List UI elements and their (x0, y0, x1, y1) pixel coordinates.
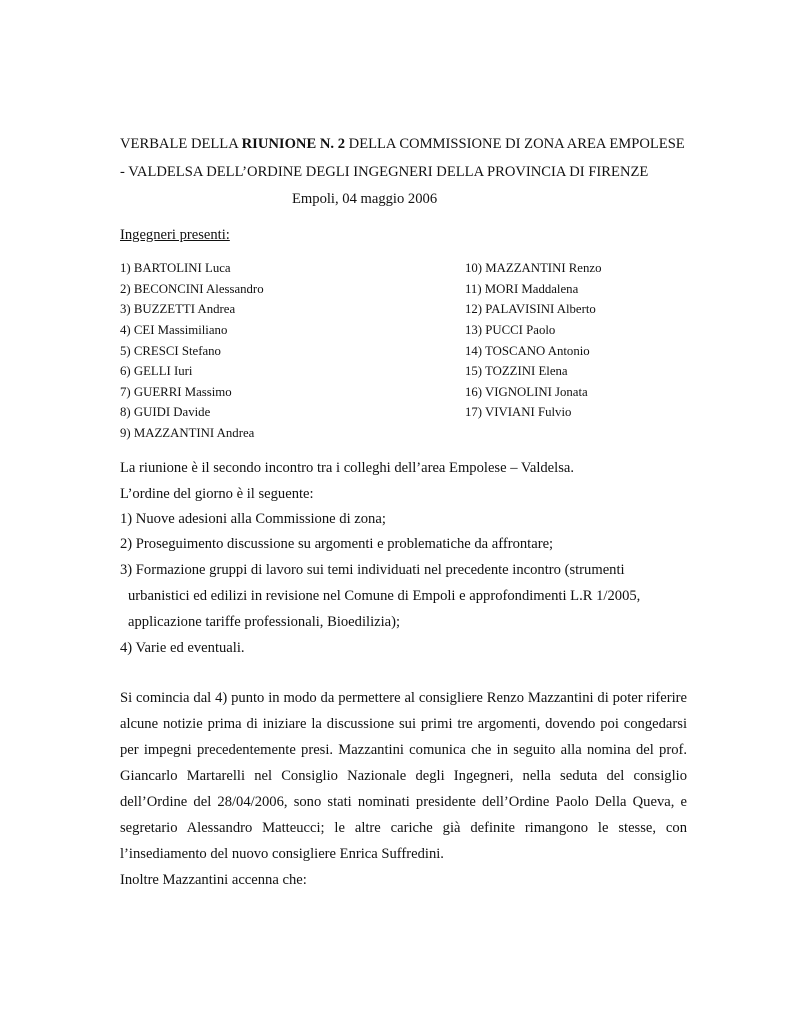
agenda-item: 3) Formazione gruppi di lavoro sui temi individuati nel precedente incontro (strumenti (120, 562, 625, 578)
attendee-item: 8) GUIDI Davide (120, 405, 211, 419)
paragraph-line: segretario Alessandro Matteucci; le altre cariche già definite rimangono le stesse, con (120, 820, 687, 836)
paragraph-line: per impegni precedentemente presi. Mazzantini comunica che in seguito alla nomina del prof. (120, 742, 687, 758)
attendee-item: 17) VIVIANI Fulvio (465, 405, 572, 419)
title-line-2: - VALDELSA DELL’ORDINE DEGLI INGEGNERI DELLA PROVINCIA DI FIRENZE (120, 164, 649, 180)
closing-line: Inoltre Mazzantini accenna che: (120, 872, 307, 888)
paragraph-line: l’insediamento del nuovo consigliere Enrica Suffredini. (120, 846, 444, 862)
agenda-item: 1) Nuove adesioni alla Commissione di zona; (120, 511, 386, 527)
attendee-item: 14) TOSCANO Antonio (465, 344, 590, 358)
intro-line: La riunione è il secondo incontro tra i colleghi dell’area Empolese – Valdelsa. (120, 460, 575, 476)
attendee-item: 2) BECONCINI Alessandro (120, 282, 264, 296)
attendee-item: 6) GELLI Iuri (120, 364, 193, 378)
paragraph-line: Giancarlo Martarelli nel Consiglio Nazionale degli Ingegneri, nella seduta del consiglio (120, 768, 687, 784)
attendee-item: 3) BUZZETTI Andrea (120, 302, 236, 316)
attendee-item: 11) MORI Maddalena (465, 282, 579, 296)
attendee-item: 16) VIGNOLINI Jonata (465, 385, 588, 399)
attendee-item: 13) PUCCI Paolo (465, 323, 556, 337)
attendee-item: 1) BARTOLINI Luca (120, 261, 231, 275)
attendee-item: 5) CRESCI Stefano (120, 344, 221, 358)
agenda-item: 4) Varie ed eventuali. (120, 640, 245, 656)
meeting-number: RIUNIONE N. 2 (241, 136, 345, 152)
agenda-item-continuation: urbanistici ed edilizi in revisione nel Comune di Empoli e approfondimenti L.R 1/2005, (128, 588, 641, 604)
meeting-date: Empoli, 04 maggio 2006 (292, 191, 438, 207)
attendee-item: 10) MAZZANTINI Renzo (465, 261, 602, 275)
paragraph-line: Si comincia dal 4) punto in modo da permettere al consigliere Renzo Mazzantini di poter riferire (120, 690, 687, 706)
attendee-item: 7) GUERRI Massimo (120, 385, 232, 399)
attendee-item: 12) PALAVISINI Alberto (465, 302, 596, 316)
attendee-item: 9) MAZZANTINI Andrea (120, 426, 255, 440)
attendees-heading: Ingegneri presenti: (120, 227, 230, 243)
paragraph-line: dell’Ordine del 28/04/2006, sono stati nominati presidente dell’Ordine Paolo Della Queva, e (120, 794, 687, 810)
attendee-item: 4) CEI Massimiliano (120, 323, 228, 337)
title-prefix: VERBALE DELLA (120, 136, 242, 152)
agenda-intro: L’ordine del giorno è il seguente: (120, 486, 314, 502)
agenda-item-continuation: applicazione tariffe professionali, Bioedilizia); (128, 614, 401, 630)
agenda-item: 2) Proseguimento discussione su argomenti e problematiche da affrontare; (120, 536, 554, 552)
title-line-1 (120, 136, 685, 153)
title-suffix: DELLA COMMISSIONE DI ZONA AREA EMPOLESE (345, 136, 685, 152)
paragraph-line: alcune notizie prima di iniziare la discussione sui primi tre argomenti, dovendo poi congedarsi (120, 716, 687, 732)
attendee-item: 15) TOZZINI Elena (465, 364, 568, 378)
